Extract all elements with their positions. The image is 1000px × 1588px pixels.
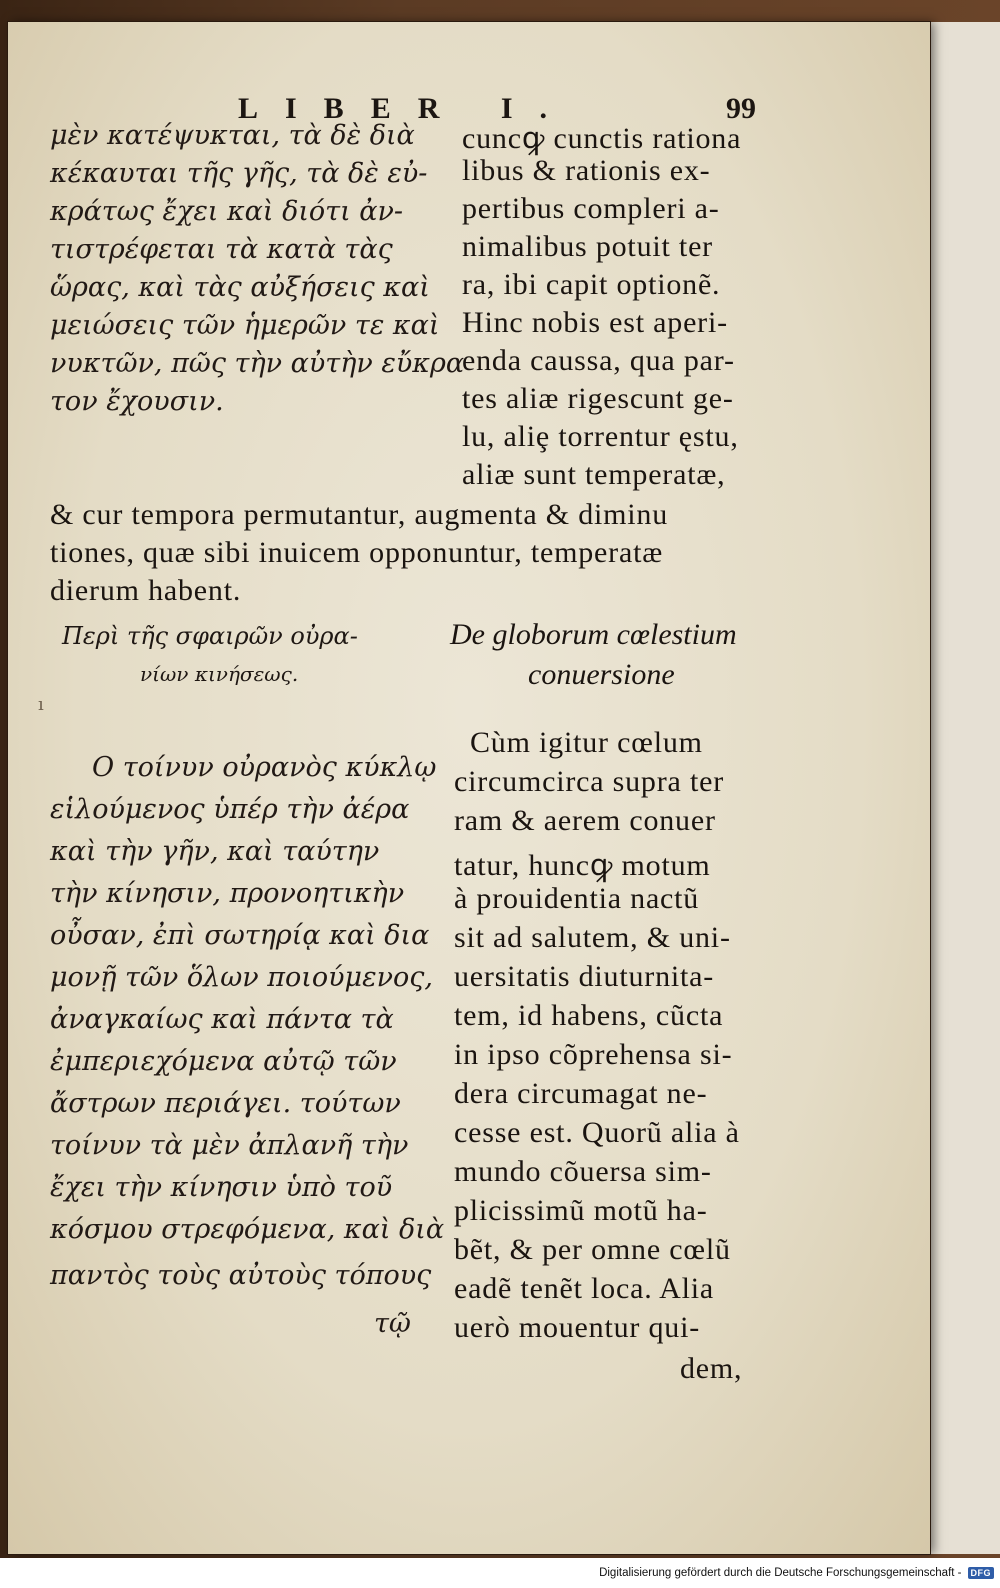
catchword: τῷ xyxy=(374,1308,411,1339)
greek-line: οὖσαν, ἐπὶ σωτηρίᾳ καὶ δια xyxy=(50,920,430,951)
greek-line: κράτως ἔχει καὶ διότι ἀν- xyxy=(50,196,404,227)
greek-line: μειώσεις τῶν ἡμερῶν τε καὶ xyxy=(50,310,440,341)
catchword: dem, xyxy=(680,1352,743,1385)
greek-line: μὲν κατέψυκται, τὰ δὲ διὰ xyxy=(50,120,415,151)
greek-line: τοίνυν τὰ μὲν ἀπλανῆ τὴν xyxy=(50,1130,409,1161)
greek-line: μονῇ τῶν ὅλων ποιούμενος, xyxy=(50,962,433,993)
greek-line: καὶ τὴν γῆν, καὶ ταύτην xyxy=(50,836,380,867)
section-heading-greek: Περὶ τῆς σφαιρῶν οὐρα- xyxy=(62,622,358,650)
latin-line: cuncꝙ cunctis rationa xyxy=(462,122,742,155)
latin-line: ram & aerem conuer xyxy=(454,804,716,837)
section-heading-latin: De globorum cœlestium xyxy=(450,618,737,651)
latin-line: bẽt, & per omne cœlũ xyxy=(454,1233,731,1266)
greek-line: εἱλούμενος ὑπέρ τὴν ἀέρα xyxy=(50,794,410,825)
latin-line: uerò mouentur qui- xyxy=(454,1311,701,1344)
margin-mark: ı xyxy=(38,694,44,715)
greek-line: κέκαυται τῆς γῆς, τὰ δὲ εὐ- xyxy=(50,158,428,189)
latin-line: libus & rationis ex- xyxy=(462,154,711,187)
greek-line: ἔχει τὴν κίνησιν ὑπὸ τοῦ xyxy=(50,1172,393,1203)
latin-line: Hinc nobis est aperi- xyxy=(462,306,728,339)
latin-line: nimalibus potuit ter xyxy=(462,230,713,263)
greek-line: ἀναγκαίως καὶ πάντα τὰ xyxy=(50,1004,394,1035)
greek-line: τον ἔχουσιν. xyxy=(50,386,224,417)
section-heading-greek: νίων κινήσεως. xyxy=(140,662,299,686)
section-heading-latin: conuersione xyxy=(528,658,675,691)
latin-line: tem, id habens, cũcta xyxy=(454,999,724,1032)
latin-line: lu, aliȩ torrentur ęstu, xyxy=(462,420,739,453)
latin-line: cesse est. Quorũ alia à xyxy=(454,1116,740,1149)
latin-line: tatur, huncꝙ motum xyxy=(454,849,711,882)
latin-line: à prouidentia nactũ xyxy=(454,882,700,915)
latin-line: eadẽ tenẽt loca. Alia xyxy=(454,1272,715,1305)
latin-line: uersitatis diuturnita- xyxy=(454,960,715,993)
dfg-logo: DFG xyxy=(968,1567,995,1579)
digitization-credit xyxy=(599,1564,994,1582)
latin-line: pertibus compleri a- xyxy=(462,192,720,225)
latin-line: tiones, quæ sibi inuicem opponuntur, temperatæ xyxy=(50,536,664,569)
running-head: LIBER I. xyxy=(238,92,575,125)
latin-line: ra, ibi capit optionẽ. xyxy=(462,268,721,301)
page-number: 99 xyxy=(726,92,756,125)
greek-line: Ο τοίνυν οὐρανὸς κύκλῳ xyxy=(92,752,437,783)
greek-line: ἐμπεριεχόμενα αὐτῷ τῶν xyxy=(50,1046,397,1077)
greek-line: ἄστρων περιάγει. τούτων xyxy=(50,1088,401,1119)
latin-line: dierum habent. xyxy=(50,574,242,607)
page-edge xyxy=(930,22,1000,1554)
latin-line: in ipso cõprehensa si- xyxy=(454,1038,733,1071)
latin-line: mundo cõuersa sim- xyxy=(454,1155,712,1188)
latin-line: circumcirca supra ter xyxy=(454,765,724,798)
greek-line: τιστρέφεται τὰ κατὰ τὰς xyxy=(50,234,393,265)
latin-line: tes aliæ rigescunt ge- xyxy=(462,382,734,415)
greek-line: κόσμου στρεφόμενα, καὶ διὰ xyxy=(50,1214,445,1245)
greek-line: νυκτῶν, πῶς τὴν αὐτὴν εὔκρα xyxy=(50,348,465,379)
greek-line: τὴν κίνησιν, προνοητικὴν xyxy=(50,878,405,909)
latin-line: dera circumagat ne- xyxy=(454,1077,708,1110)
latin-line: Cùm igitur cœlum xyxy=(470,726,703,759)
latin-line: aliæ sunt temperatæ, xyxy=(462,458,726,491)
book-page xyxy=(8,22,930,1554)
greek-line: παντὸς τοὺς αὐτοὺς τόπους xyxy=(50,1260,432,1291)
greek-line: ὥρας, καὶ τὰς αὐξήσεις καὶ xyxy=(50,272,430,303)
latin-line: & cur tempora permutantur, augmenta & diminu xyxy=(50,498,669,531)
latin-line: enda caussa, qua par- xyxy=(462,344,735,377)
credit-text: Digitalisierung gefördert durch die Deutsche Forschungsgemeinschaft - xyxy=(599,1567,962,1579)
latin-line: plicissimũ motũ ha- xyxy=(454,1194,708,1227)
latin-line: sit ad salutem, & uni- xyxy=(454,921,731,954)
